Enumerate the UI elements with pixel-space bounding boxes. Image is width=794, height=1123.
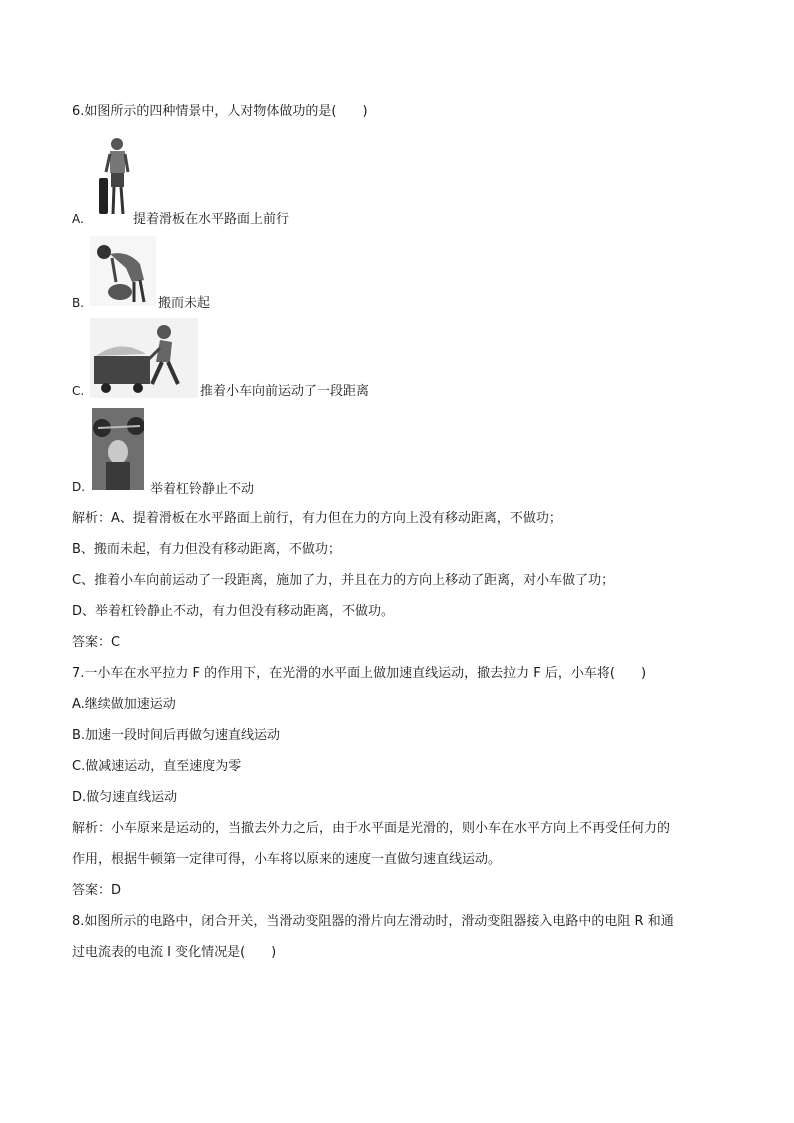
q7-option-a: A.继续做加速运动: [72, 697, 176, 712]
option-c-image: [90, 318, 198, 398]
q7-option-c: C.做减速运动，直至速度为零: [72, 759, 242, 774]
option-a-image: [95, 134, 135, 224]
option-c-letter: C.: [72, 384, 85, 398]
weightlifter-photo-icon: [92, 408, 144, 490]
option-b-text: 搬而未起: [158, 296, 211, 311]
option-d-text: 举着杠铃静止不动: [150, 482, 255, 497]
q7-analysis-line-1: 解析：小车原来是运动的，当撤去外力之后，由于水平面是光滑的，则小车在水平方向上不再受任何力的: [72, 821, 671, 836]
option-d-image: [92, 408, 144, 490]
q6-analysis-line-1: 解析：A、提着滑板在水平路面上前行，有力但在力的方向上没有移动距离，不做功；: [72, 511, 562, 526]
q8-stem-line-1: 8.如图所示的电路中，闭合开关，当滑动变阻器的滑片向左滑动时，滑动变阻器接入电路中的电阻 R 和通: [72, 914, 674, 929]
person-holding-skateboard-icon: [95, 134, 135, 224]
option-b-image: [90, 236, 156, 306]
q6-analysis-line-2: B、搬而未起，有力但没有移动距离，不做功；: [72, 542, 341, 557]
q6-analysis-line-3: C、推着小车向前运动了一段距离，施加了力，并且在力的方向上移动了距离，对小车做了功；: [72, 573, 615, 588]
q7-stem: 7.一小车在水平拉力 F 的作用下，在光滑的水平面上做加速直线运动，撤去拉力 F 后，小车将( ): [72, 666, 647, 681]
option-a-letter: A.: [72, 212, 84, 226]
q6-analysis-line-4: D、举着杠铃静止不动，有力但没有移动距离，不做功。: [72, 604, 395, 619]
option-a-text: 提着滑板在水平路面上前行: [133, 212, 290, 227]
child-pushing-cart-icon: [90, 318, 198, 398]
q6-answer: 答案：C: [72, 635, 121, 650]
option-c-text: 推着小车向前运动了一段距离: [200, 384, 370, 399]
option-b-letter: B.: [72, 296, 85, 310]
q8-stem-line-2: 过电流表的电流 I 变化情况是( ): [72, 945, 277, 960]
q7-answer: 答案：D: [72, 883, 122, 898]
q7-analysis-line-2: 作用，根据牛顿第一定律可得，小车将以原来的速度一直做匀速直线运动。: [72, 852, 502, 867]
person-lifting-rock-icon: [90, 236, 156, 306]
q6-stem: 6.如图所示的四种情景中，人对物体做功的是( ): [72, 104, 368, 119]
q7-option-b: B.加速一段时间后再做匀速直线运动: [72, 728, 281, 743]
q7-option-d: D.做匀速直线运动: [72, 790, 178, 805]
option-d-letter: D.: [72, 480, 86, 494]
